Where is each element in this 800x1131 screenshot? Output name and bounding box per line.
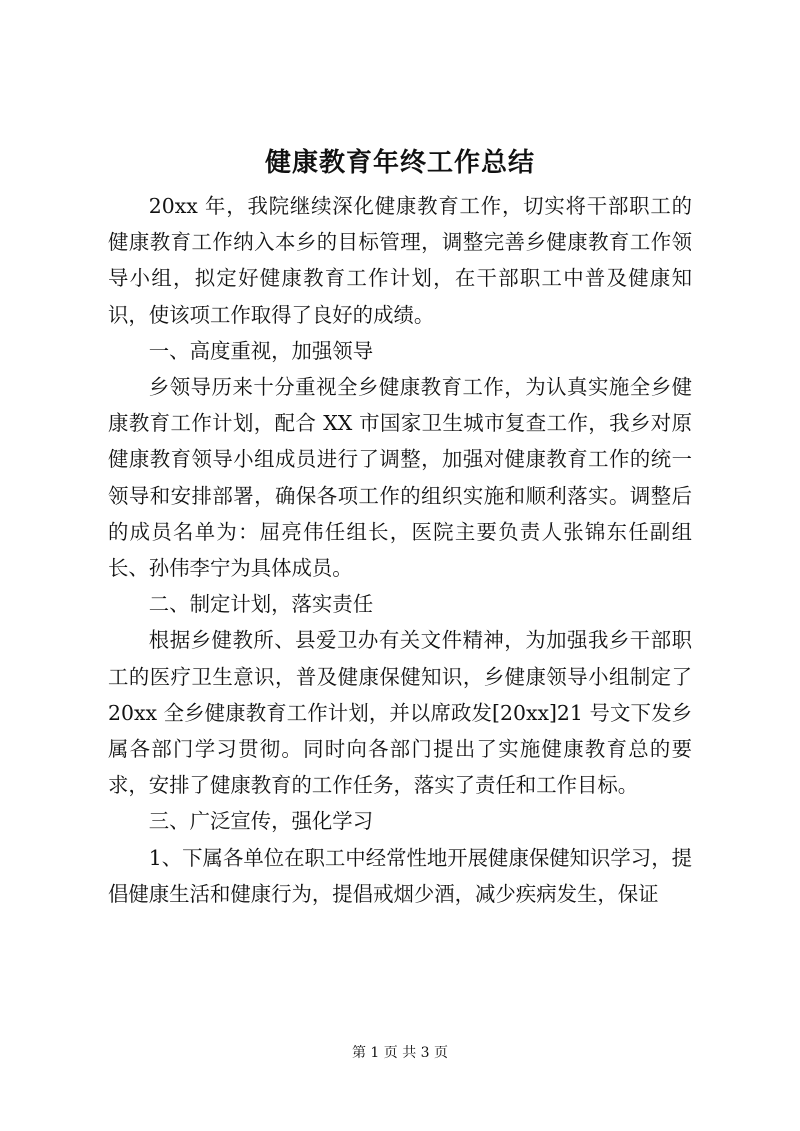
paragraph-section-3-item-1: 1、下属各单位在职工中经常性地开展健康保健知识学习，提倡健康生活和健康行为，提倡戒烟少酒，减少疾病发生，保证 xyxy=(108,845,692,906)
document-body xyxy=(108,188,692,912)
paragraph-section-2: 根据乡健教所、县爱卫办有关文件精神，为加强我乡干部职工的医疗卫生意识，普及健康保健知识，乡健康领导小组制定了 20xx 全乡健康教育工作计划，并以席政发[20xx]21 号文下发乡属各部门学习贯彻。同时向各部门提出了实施健康教育总的要求，安排了健康教育的工作任务，落实了责任和工作目标。 xyxy=(108,628,692,798)
section-heading-3: 三、广泛宣传，强化学习 xyxy=(148,809,374,834)
section-heading-2: 二、制定计划，落实责任 xyxy=(148,592,374,617)
document-title: 健康教育年终工作总结 xyxy=(264,148,535,178)
paragraph-section-1: 乡领导历来十分重视全乡健康教育工作，为认真实施全乡健康教育工作计划，配合 XX 市国家卫生城市复查工作，我乡对原健康教育领导小组成员进行了调整，加强对健康教育工作的统一领导和安排部署，确保各项工作的组织实施和顺利落实。调整后的成员名单为：屈亮伟任组长，医院主要负责人张锦东任副组长、孙伟李宁为具体成员。 xyxy=(108,375,692,581)
section-heading-1: 一、高度重视，加强领导 xyxy=(148,338,374,363)
paragraph-intro: 20xx 年，我院继续深化健康教育工作，切实将干部职工的健康教育工作纳入本乡的目标管理，调整完善乡健康教育工作领导小组，拟定好健康教育工作计划，在干部职工中普及健康知识，使该项工作取得了良好的成绩。 xyxy=(108,194,692,327)
page-number-footer: 第 1 页 共 3 页 xyxy=(351,1045,449,1061)
